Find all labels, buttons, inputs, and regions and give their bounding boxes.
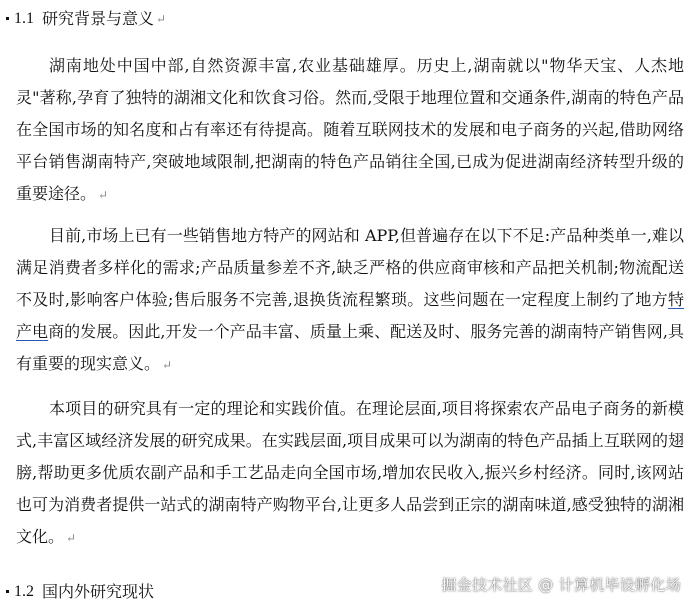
paragraph-text: 本项目的研究具有一定的理论和实践价值。在理论层面,项目将探索农产品电子商务的新模式,丰富区域经济发展的研究成果。在实践层面,项目成果可以为湖南的特色产品插上互联网的翅膀,帮助更多优质农副产品和手工艺品走向全国市场,增加农民收入,振兴乡村经济。同时,该网站也可为消费者提供一站式的湖南特产购物平台,让更多人品尝到正宗的湖南味道,感受独特的湖湘文化。 (16, 399, 684, 546)
paragraph-2 (16, 220, 684, 381)
paragraph-mark-icon: ↵ (98, 188, 109, 202)
underlined-text: 特产电 (16, 290, 684, 341)
section-title: 国内外研究现状 (42, 582, 155, 601)
paragraph-mark-icon: ↵ (66, 531, 77, 545)
paragraph-mark-icon: ↵ (156, 12, 167, 26)
heading-bullet (6, 590, 9, 593)
section-heading-1-2 (6, 582, 154, 602)
section-title: 研究背景与意义 (42, 9, 155, 28)
section-number: 1.2 (14, 583, 34, 600)
paragraph-3 (16, 393, 684, 554)
paragraph-text: 目前,市场上已有一些销售地方特产的网站和 APP,但普遍存在以下不足:产品种类单一,难以满足消费者多样化的需求;产品质量参差不齐,缺乏严格的供应商审核和产品把关机制;物流配送不及时,影响客户体验;售后服务不完善,退换货流程繁琐。这些问题在一定程度上制约了地方 (16, 226, 684, 309)
heading-bullet (6, 17, 9, 20)
paragraph-mark-icon: ↵ (162, 358, 173, 372)
section-number: 1.1 (14, 10, 34, 27)
paragraph-text: 湖南地处中国中部,自然资源丰富,农业基础雄厚。历史上,湖南就以"物华天宝、人杰地灵"著称,孕育了独特的湖湘文化和饮食习俗。然而,受限于地理位置和交通条件,湖南的特色产品在全国市场的知名度和占有率还有待提高。随着互联网技术的发展和电子商务的兴起,借助网络平台销售湖南特产,突破地域限制,把湖南的特色产品销往全国,已成为促进湖南经济转型升级的重要途径。 (16, 56, 684, 203)
section-heading-1-1 (6, 9, 166, 29)
watermark: 掘金技术社区 @ 计算机毕设孵化场 (441, 576, 681, 594)
paragraph-1 (16, 50, 684, 211)
paragraph-text: 商的发展。因此,开发一个产品丰富、质量上乘、配送及时、服务完善的湖南特产销售网,具有重要的现实意义。 (16, 322, 684, 373)
